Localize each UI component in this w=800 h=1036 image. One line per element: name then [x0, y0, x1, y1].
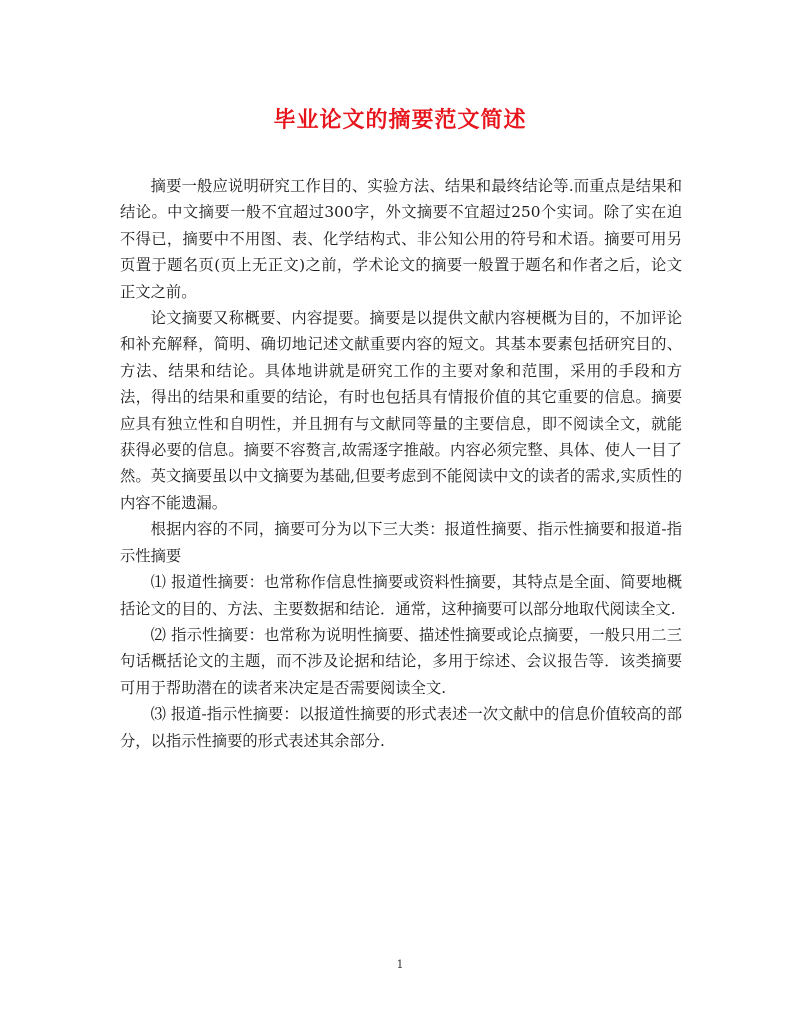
- paragraph-abstract-definition: 论文摘要又称概要、内容提要。摘要是以提供文献内容梗概为目的，不加评论和补充解释，简明、确切地记述文献重要内容的短文。其基本要素包括研究目的、方法、结果和结论。具体地讲就是研究工作的主要对象和范围，采用的手段和方法，得出的结果和重要的结论，有时也包括具有情报价值的其它重要的信息。摘要应具有独立性和自明性，并且拥有与文献同等量的主要信息，即不阅读全文，就能获得必要的信息。摘要不容赘言,故需逐字推敲。内容必须完整、具体、使人一目了然。英文摘要虽以中文摘要为基础,但要考虑到不能阅读中文的读者的需求,实质性的内容不能遗漏。: [120, 309, 682, 512]
- paragraph-informative-indicative-abstract: ⑶ 报道-指示性摘要：以报道性摘要的形式表述一次文献中的信息价值较高的部分，以指示性摘要的形式表述其余部分.: [120, 705, 682, 750]
- document-title: 毕业论文的摘要范文简述: [273, 107, 527, 133]
- page-number: 1: [396, 958, 404, 971]
- paragraph-indicative-abstract: ⑵ 指示性摘要：也常称为说明性摘要、描述性摘要或论点摘要，一般只用二三句话概括论文的主题，而不涉及论据和结论，多用于综述、会议报告等．该类摘要可用于帮助潜在的读者来决定是否需要阅读全文.: [120, 625, 682, 697]
- paragraph-informative-abstract: ⑴ 报道性摘要：也常称作信息性摘要或资料性摘要，其特点是全面、简要地概括论文的目的、方法、主要数据和结论．通常，这种摘要可以部分地取代阅读全文.: [120, 573, 682, 618]
- document-body: [120, 173, 682, 754]
- paragraph-abstract-types-intro: 根据内容的不同，摘要可分为以下三大类：报道性摘要、指示性摘要和报道-指示性摘要: [120, 520, 682, 565]
- paragraph-abstract-requirements: 摘要一般应说明研究工作目的、实验方法、结果和最终结论等.而重点是结果和结论。中文摘要一般不宜超过300字，外文摘要不宜超过250个实词。除了实在迫不得已，摘要中不用图、表、化学结构式、非公知公用的符号和术语。摘要可用另页置于题名页(页上无正文)之前，学术论文的摘要一般置于题名和作者之后，论文正文之前。: [120, 177, 682, 301]
